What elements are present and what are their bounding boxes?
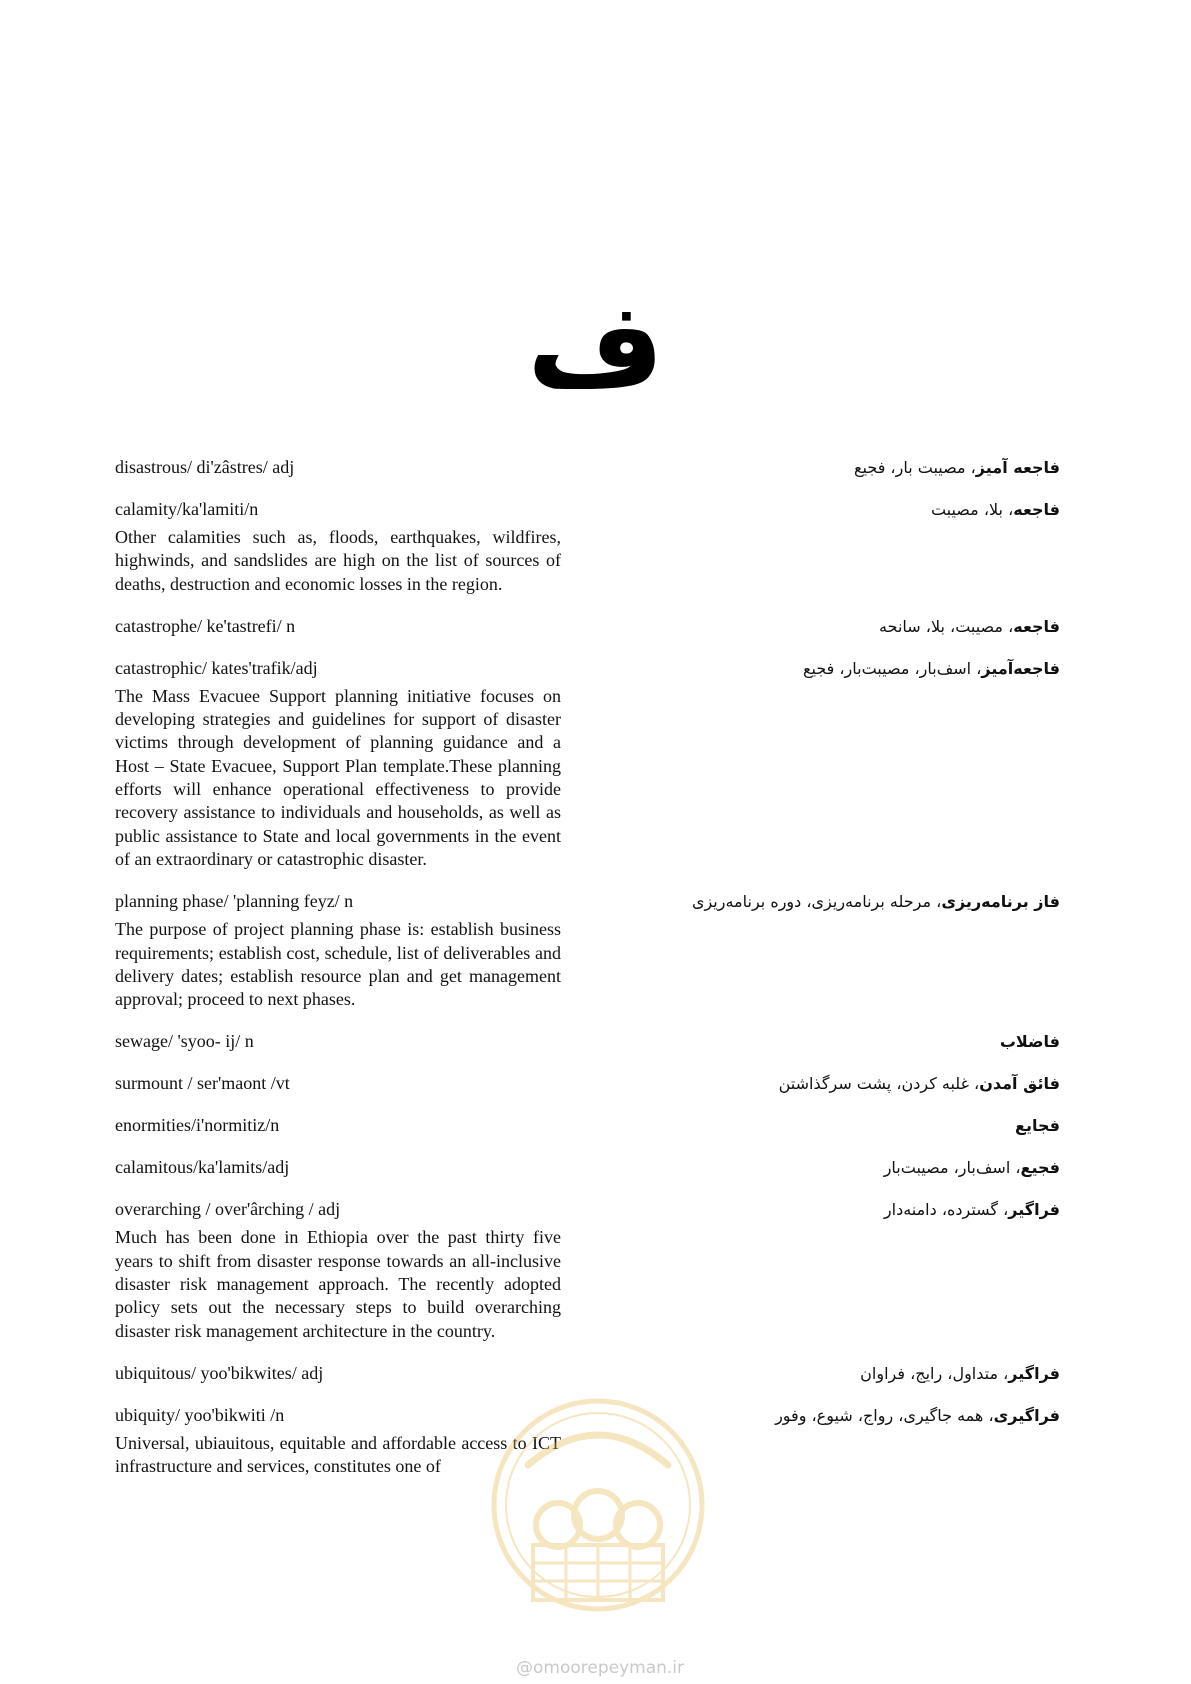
- english-term: calamity/ka'lamiti/n: [115, 499, 259, 519]
- entry-row: [115, 498, 1060, 521]
- entry-row: [115, 1114, 1060, 1137]
- persian-term: [879, 616, 1060, 638]
- glossary-entry: [115, 1030, 1060, 1053]
- persian-synonyms: ، غلبه کردن، پشت سرگذاشتن: [778, 1074, 980, 1094]
- persian-term: [779, 1073, 1060, 1095]
- glossary-entry: [115, 890, 1060, 1011]
- example-sentence: Much has been done in Ethiopia over the past thirty five years to shift from disaster response towards an all-inclusive disaster risk management approach. The recently adopted policy sets out the necessary steps to build overarching disaster risk management architecture in the country.: [115, 1227, 561, 1341]
- entry-row: [115, 456, 1060, 479]
- persian-term: [1015, 1115, 1060, 1137]
- entry-row: [115, 890, 1060, 913]
- glossary-entry: [115, 615, 1060, 638]
- english-term: ubiquity/ yoo'bikwiti /n: [115, 1404, 285, 1425]
- persian-synonyms: ، متداول، رایج، فراوان: [860, 1363, 1009, 1383]
- entry-row: [115, 657, 1060, 680]
- persian-headword: فاز برنامه‌ریزی: [941, 892, 1060, 912]
- persian-synonyms: ، مصیبت، بلا، سانحه: [879, 616, 1014, 636]
- persian-term: [775, 1405, 1060, 1427]
- persian-headword: فجایع: [1015, 1116, 1060, 1136]
- persian-headword: فاجعه: [1013, 616, 1060, 636]
- persian-headword: فجیع: [1020, 1158, 1060, 1178]
- persian-headword: فراگیر: [1008, 1363, 1060, 1383]
- persian-synonyms: ، گسترده، دامنه‌دار: [883, 1200, 1009, 1220]
- persian-synonyms: ، همه جاگیری، رواج، شیوع، وفور: [775, 1405, 994, 1425]
- glossary-entry: [115, 1114, 1060, 1137]
- english-term: disastrous/ di'zâstres/ adj: [115, 457, 295, 477]
- example-sentence: Universal, ubiauitous, equitable and affordable access to ICT infrastructure and services, constitutes one of: [115, 1432, 561, 1477]
- entry-row: [115, 1362, 1060, 1385]
- persian-synonyms: ، مصیبت بار، فجیع: [854, 458, 976, 477]
- persian-term: [860, 1363, 1060, 1385]
- example-sentence: Other calamities such as, floods, earthquakes, wildfires, highwinds, and sandslides are high on the list of sources of deaths, destruction and economic losses in the region.: [115, 527, 561, 594]
- persian-term: [1000, 1031, 1060, 1053]
- persian-term: [931, 499, 1060, 521]
- english-term: surmount / ser'maont /vt: [115, 1073, 290, 1094]
- glossary-entry: [115, 1156, 1060, 1179]
- glossary-entry: [115, 1072, 1060, 1095]
- persian-headword: فاجعه: [1013, 500, 1060, 519]
- english-term: calamitous/ka'lamits/adj: [115, 1157, 290, 1178]
- persian-synonyms: ، مرحله برنامه‌ریزی، دوره برنامه‌ریزی: [691, 892, 942, 912]
- persian-term: [854, 457, 1060, 479]
- glossary-entry: [115, 456, 1060, 479]
- english-term: enormities/i'normitiz/n: [115, 1115, 280, 1136]
- english-term: overarching / over'ârching / adj: [115, 1199, 341, 1220]
- entry-row: [115, 1072, 1060, 1095]
- english-term: sewage/ 'syoo- ij/ n: [115, 1031, 254, 1052]
- entry-row: [115, 1156, 1060, 1179]
- example-sentence: The purpose of project planning phase is: establish business requirements; establish cost, schedule, list of deliverables and delivery dates; establish resource plan and get management approval; proceed to next phases.: [115, 919, 561, 1010]
- entry-row: [115, 615, 1060, 638]
- persian-term: [884, 1157, 1060, 1179]
- glossary-entry: [115, 498, 1060, 596]
- persian-synonyms: ، اسف‌بار، مصیبت‌بار: [883, 1158, 1021, 1178]
- persian-headword: فراگیر: [1008, 1200, 1060, 1220]
- entry-row: [115, 1198, 1060, 1221]
- english-term: catastrophe/ ke'tastrefi/ n: [115, 615, 296, 636]
- glossary-entry: [115, 1198, 1060, 1342]
- example-sentence: The Mass Evacuee Support planning initiative focuses on developing strategies and guidelines for support of disaster victims through development of planning guidance and a Host – State Evacuee, Support Plan template.These planning efforts will enhance operational effectiveness to provide recovery assistance to individuals and households, as well as public assistance to State and local governments in the event of an extraordinary or catastrophic disaster.: [115, 685, 561, 869]
- english-term: ubiquitous/ yoo'bikwites/ adj: [115, 1362, 324, 1383]
- persian-headword: فاجعه‌آمیز: [981, 658, 1060, 678]
- watermark-url: @omoorepeyman.ir: [515, 1658, 685, 1678]
- persian-headword: فراگیری: [993, 1405, 1060, 1425]
- persian-term: [884, 1199, 1060, 1221]
- glossary-entry: [115, 657, 1060, 871]
- persian-synonyms: ، اسف‌بار، مصیبت‌بار، فجیع: [802, 658, 982, 678]
- english-term: catastrophic/ kates'trafik/adj: [115, 657, 318, 678]
- persian-headword: فاجعه آمیز: [975, 458, 1060, 477]
- persian-synonyms: ، بلا، مصیبت: [930, 500, 1014, 519]
- section-letter: ف: [526, 276, 665, 414]
- glossary-entries: [115, 456, 1060, 1498]
- persian-headword: فائق آمدن: [979, 1074, 1060, 1094]
- persian-term: [692, 891, 1060, 913]
- glossary-entry: [115, 1362, 1060, 1385]
- persian-headword: فاضلاب: [999, 1032, 1060, 1052]
- glossary-entry: [115, 1404, 1060, 1479]
- persian-term: [803, 658, 1060, 680]
- entry-row: [115, 1030, 1060, 1053]
- entry-row: [115, 1404, 1060, 1427]
- english-term: planning phase/ 'planning feyz/ n: [115, 891, 354, 912]
